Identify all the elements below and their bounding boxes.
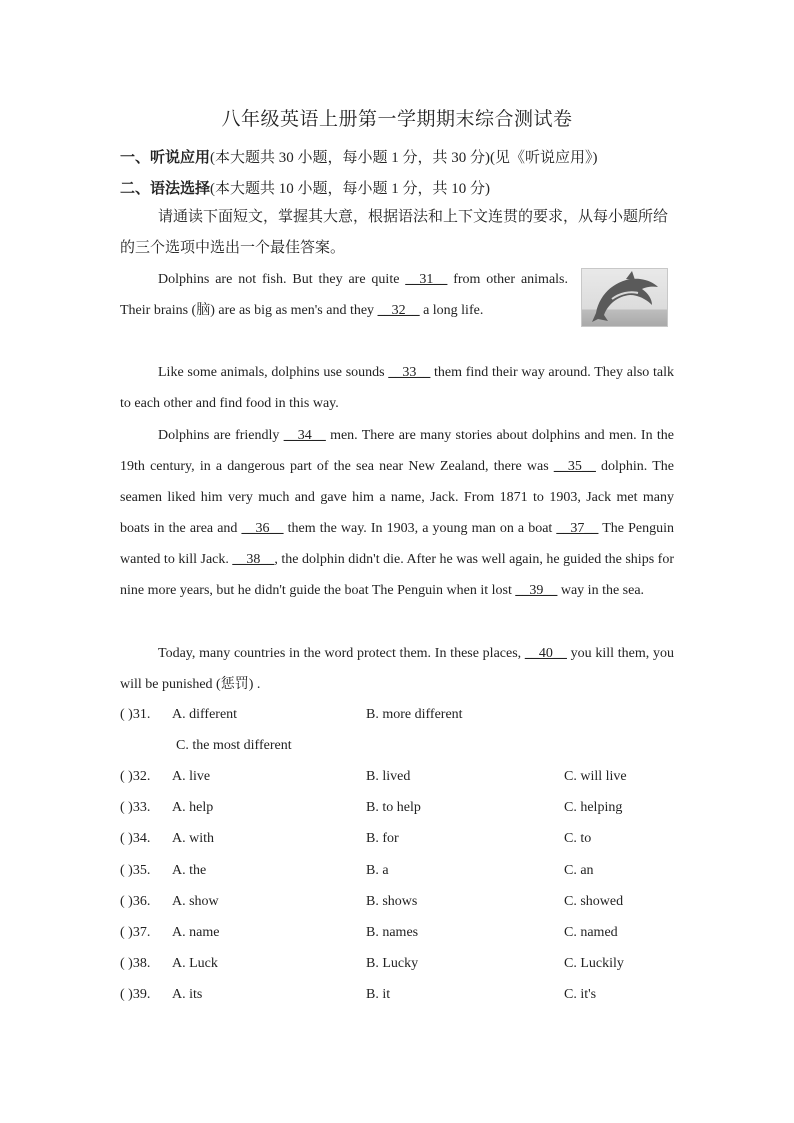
p1-text-1: Dolphins are not fish. But they are quite [158, 272, 406, 287]
section-1-heading [120, 146, 598, 167]
option-c: C. an [564, 863, 594, 878]
p3-text-5: The Penguin wanted to kill Jack. [120, 521, 675, 567]
question-row [120, 800, 680, 820]
blank-37: __37__ [556, 521, 599, 536]
passage-paragraph-4 [120, 638, 674, 700]
option-b: B. shows [366, 894, 418, 909]
blank-39: __39__ [515, 583, 558, 598]
passage-paragraph-3 [120, 420, 674, 606]
option-b: B. to help [366, 800, 421, 815]
option-b: B. names [366, 925, 419, 940]
question-row [120, 863, 680, 883]
section-2-detail: (本大题共 10 小题，每小题 1 分，共 10 分) [210, 181, 491, 197]
question-number: ( )33. [120, 800, 151, 815]
option-c: C. will live [564, 769, 627, 784]
p4-text-1: Today, many countries in the word protect them. In these places, [158, 646, 525, 661]
dolphin-image [581, 268, 668, 327]
question-number: ( )36. [120, 894, 151, 909]
option-a: A. the [172, 863, 207, 878]
p3-text-6: , the dolphin didn't die. After he was well again, he guided the ships for nine more years, but he didn't guide the boat The Penguin when it lost [120, 552, 674, 598]
option-c: C. it's [564, 987, 597, 1002]
option-b: B. more different [366, 707, 463, 722]
p3-text-1: Dolphins are friendly [158, 428, 284, 443]
passage-paragraph-1 [120, 264, 568, 326]
blank-36: __36__ [241, 521, 284, 536]
section-1-label: 一、听说应用 [120, 150, 211, 166]
p1-text-3: a long life. [419, 303, 484, 318]
option-a: A. Luck [172, 956, 218, 971]
section-2-heading [120, 177, 490, 198]
question-number: ( )37. [120, 925, 151, 940]
p3-text-2: men. There are many stories about dolphins and men. In the 19th century, in a dangerous part of the sea near New Zealand, there was [120, 428, 674, 474]
question-number: ( )34. [120, 831, 151, 846]
question-row [120, 956, 680, 976]
question-number: ( )35. [120, 863, 151, 878]
question-number: ( )31. [120, 707, 151, 722]
blank-40: __40__ [524, 646, 567, 661]
passage-paragraph-2 [120, 357, 674, 419]
dolphin-icon [582, 269, 667, 326]
option-c: C. Luckily [564, 956, 624, 971]
question-row [120, 769, 680, 789]
option-a: A. live [172, 769, 211, 784]
p3-text-7: way in the sea. [557, 583, 645, 598]
option-a: A. show [172, 894, 219, 909]
option-a: A. with [172, 831, 214, 846]
option-b: B. lived [366, 769, 411, 784]
option-c: C. helping [564, 800, 623, 815]
option-a: A. help [172, 800, 214, 815]
question-row [120, 987, 680, 1007]
blank-38: __38__ [232, 552, 275, 567]
question-row [120, 925, 680, 945]
p3-text-3: dolphin. The seamen liked him very much and gave him a name, Jack. From 1871 to 1903, Jack met many boats in the area and [120, 459, 674, 536]
p1-text-2: from other animals. Their brains (脑) are as big as men's and they [120, 272, 568, 318]
section-2-label: 二、语法选择 [120, 181, 211, 197]
section-1-detail: (本大题共 30 小题，每小题 1 分，共 30 分)(见《听说应用》) [210, 150, 598, 166]
option-b: B. for [366, 831, 399, 846]
option-a: A. its [172, 987, 203, 1002]
question-row [120, 894, 680, 914]
p3-text-4: them the way. In 1903, a young man on a boat [283, 521, 557, 536]
question-number: ( )39. [120, 987, 151, 1002]
option-b: B. it [366, 987, 391, 1002]
option-c: C. named [564, 925, 618, 940]
p2-text-2: them find their way around. They also talk to each other and find food in this way. [120, 365, 674, 411]
option-b: B. Lucky [366, 956, 419, 971]
blank-34: __34__ [283, 428, 326, 443]
p2-text-1: Like some animals, dolphins use sounds [158, 365, 389, 380]
option-c: C. showed [564, 894, 624, 909]
blank-35: __35__ [553, 459, 596, 474]
p4-text-2: you kill them, you will be punished (惩罚) . [120, 646, 674, 692]
blank-32: __32__ [377, 303, 420, 318]
question-number: ( )32. [120, 769, 151, 784]
option-b: B. a [366, 863, 389, 878]
question-row [120, 831, 680, 851]
option-a: A. name [172, 925, 220, 940]
question-number: ( )38. [120, 956, 151, 971]
blank-33: __33__ [388, 365, 431, 380]
page-title: 八年级英语上册第一学期期末综合测试卷 [221, 109, 573, 130]
instruction-text: 请通读下面短文，掌握其大意，根据语法和上下文连贯的要求，从每小题所给的三个选项中选出一个最佳答案。 [120, 209, 669, 256]
option-c: C. the most different [176, 738, 292, 753]
option-c: C. to [564, 831, 592, 846]
blank-31: __31__ [405, 272, 448, 287]
option-a: A. different [172, 707, 238, 722]
question-row [120, 707, 680, 753]
